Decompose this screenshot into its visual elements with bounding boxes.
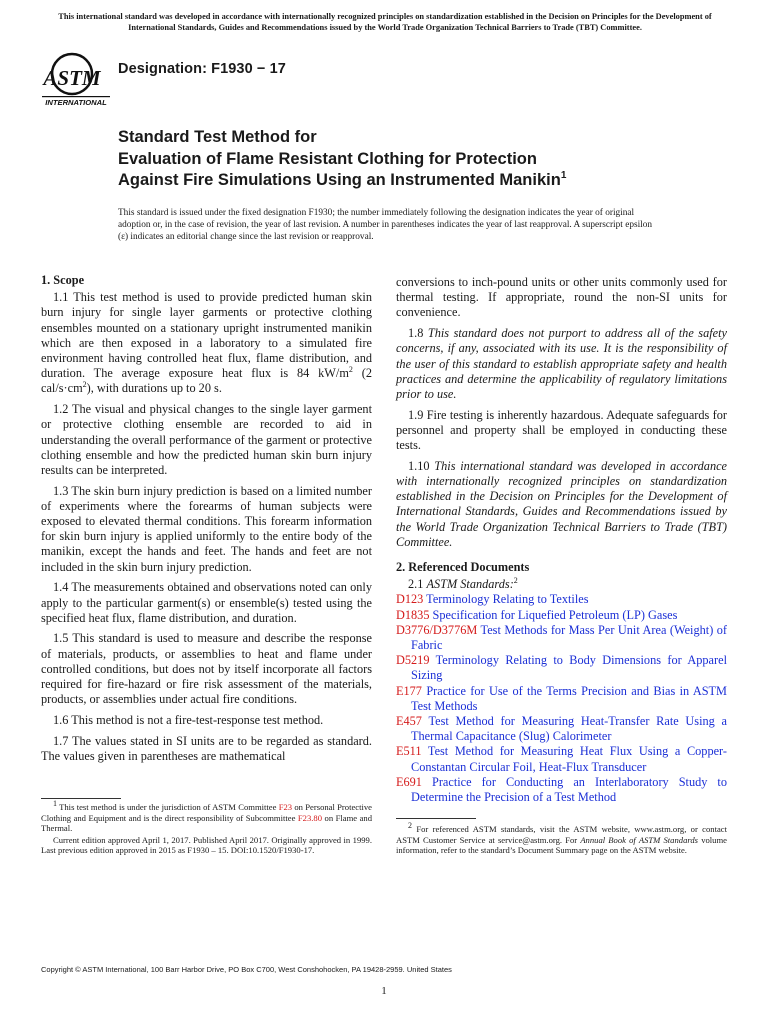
para-1-10: 1.10 This international standard was developed in accordance with internationally recognized principles on standardization established in the Decision on Principles for the Development of International Standards, Guides and Recommendations issued by the World Trade Organization Technical Barriers to Trade (TBT) Committee. — [396, 458, 728, 549]
designation: Designation: F1930 − 17 — [118, 61, 286, 77]
para-1-1: 1.1 This test method is used to provide predicted human skin burn injury for single layer garments or protective clothing ensembles mounted on a stationary upright instrumented manikin which are then exposed in a laboratory to a simulated fire environment having controlled heat flux, flame distribution, and duration. The average exposure heat flux is 84 $kW/m^2$ (2 cal/$s\cdot cm^2$), with durations up to 20 s. — [41, 290, 372, 396]
astm-standards-lead: 2.1 ASTM Standards:$^2$ — [408, 576, 518, 592]
logo-text: ASTM — [43, 66, 101, 90]
ref-e511[interactable]: E511 Test Method for Measuring Heat Flux Using a Copper-Constantan Circular Foil, Heat-Flux Transducer — [396, 744, 727, 774]
issue-note: This standard is issued under the fixed designation F1930; the number immediately following the designation indicates the year of original adoption or, in the case of revision, the year of last revision. A number in parentheses indicates the year of last reapproval. A superscript epsilon (ε) indicates an editorial change since the last revision or reapproval. — [118, 208, 653, 242]
footnote-1: $^1$ This test method is under the jurisdiction of ASTM Committee F23 on Personal Protective Clothing and Equipment and is the direct responsibility of Subcommittee F23.80 on Flame and Thermal. Current edition approved April 1, 2017. Published April 2017. Originally approved in 1999. Last previous edition approved in 2015 as F1930 – 15. DOI:10.1520/F1930-17. — [41, 799, 372, 856]
para-1-2: 1.2 The visual and physical changes to the single layer garment or protective clothing ensemble are recorded to aid in understanding the overall performance of the garment or protective clothing ensemble and how the predicted human skin burn injury results can be interpreted. — [41, 402, 372, 477]
title-footnote-mark: 1 — [560, 169, 567, 181]
footnote-2: $^2$ For referenced ASTM standards, visit the ASTM website, www.astm.org, or contact ASTM Customer Service at service@astm.org. For Annual Book of ASTM Standards volume information, refer to the standard’s Document Summary page on the ASTM website. — [396, 821, 727, 856]
astm-logo — [42, 52, 110, 110]
title-line-2: Evaluation of Flame Resistant Clothing for Protection — [118, 149, 537, 168]
para-1-9: 1.9 Fire testing is inherently hazardous. Adequate safeguards for personnel and property shall be employed in conducting these tests. — [396, 407, 727, 453]
para-1-4: 1.4 The measurements obtained and observations noted can only apply to the particular garment(s) or ensemble(s) tested using the specified heat flux, flame distribution, and duration. — [41, 580, 372, 625]
footnote-rule-right — [396, 818, 476, 819]
ref-d3776[interactable]: D3776/D3776M Test Methods for Mass Per Unit Area (Weight) of Fabric — [396, 622, 727, 652]
ref-d1835[interactable]: D1835 Specification for Liquefied Petroleum (LP) Gases — [396, 607, 678, 622]
page-number: 1 — [381, 985, 387, 997]
para-1-7: 1.7 The values stated in SI units are to be regarded as standard. The values given in parentheses are mathematical — [41, 733, 372, 763]
para-1-8: 1.8 This standard does not purport to address all of the safety concerns, if any, associated with its use. It is the responsibility of the user of this standard to establish appropriate safety and health practices and determine the applicability of regulatory limitations prior to use. — [396, 326, 727, 401]
ref-e177[interactable]: E177 Practice for Use of the Terms Precision and Bias in ASTM Test Methods — [396, 683, 727, 713]
document-title — [118, 127, 738, 192]
tbt-notice: This international standard was developed in accordance with internationally recognized principles on standardization established in the Decision on Principles for the Development of International Standards, Guides and Recommendations issued by the World Trade Organization Technical Barriers to Trade (TBT) Committee. — [58, 12, 712, 32]
link-f23-80[interactable]: F23.80 — [297, 812, 323, 823]
para-1-6: 1.6 This method is not a fire-test-response test method. — [53, 712, 324, 727]
ref-d123[interactable]: D123 Terminology Relating to Textiles — [396, 592, 589, 607]
logo-label: INTERNATIONAL — [45, 98, 107, 107]
right-column — [396, 275, 727, 805]
title-line-1: Standard Test Method for — [118, 128, 317, 146]
para-1-3: 1.3 The skin burn injury prediction is based on a limited number of experiments where the forearms of human subjects were exposed to elevated thermal conditions. This forearm information for skin burn injury is applied uniformly to the entire body of the manikin, except the hands and feet. The hands and feet are not included in the skin burn injury prediction. — [41, 483, 372, 574]
referenced-documents-heading: 2. Referenced Documents — [396, 559, 530, 574]
link-f23[interactable]: F23 — [278, 802, 293, 812]
title-line-3: Against Fire Simulations Using an Instrumented Manikin$^1$ — [118, 169, 567, 189]
ref-e691[interactable]: E691 Practice for Conducting an Interlaboratory Study to Determine the Precision of a Test Method — [396, 774, 727, 804]
ref-e457[interactable]: E457 Test Method for Measuring Heat-Transfer Rate Using a Thermal Capacitance (Slug) Calorimeter — [396, 713, 727, 744]
left-column — [41, 273, 372, 770]
scope-heading: 1. Scope — [41, 273, 85, 287]
para-1-7-continued: conversions to inch-pound units or other units commonly used for thermal testing. If appropriate, round the non-SI units for convenience. — [396, 275, 727, 320]
ref-d5219[interactable]: D5219 Terminology Relating to Body Dimensions for Apparel Sizing — [396, 653, 727, 683]
copyright-line: Copyright © ASTM International, 100 Barr Harbor Drive, PO Box C700, West Conshohocken, PA 19428-2959. United States — [41, 965, 452, 974]
para-1-5: 1.5 This standard is used to measure and describe the response of materials, products, or assemblies to heat and flame under controlled conditions, but does not by itself incorporate all factors required for fire-hazard or fire risk assessment of the materials, products, or assemblies under actual fire conditions. — [41, 631, 372, 707]
